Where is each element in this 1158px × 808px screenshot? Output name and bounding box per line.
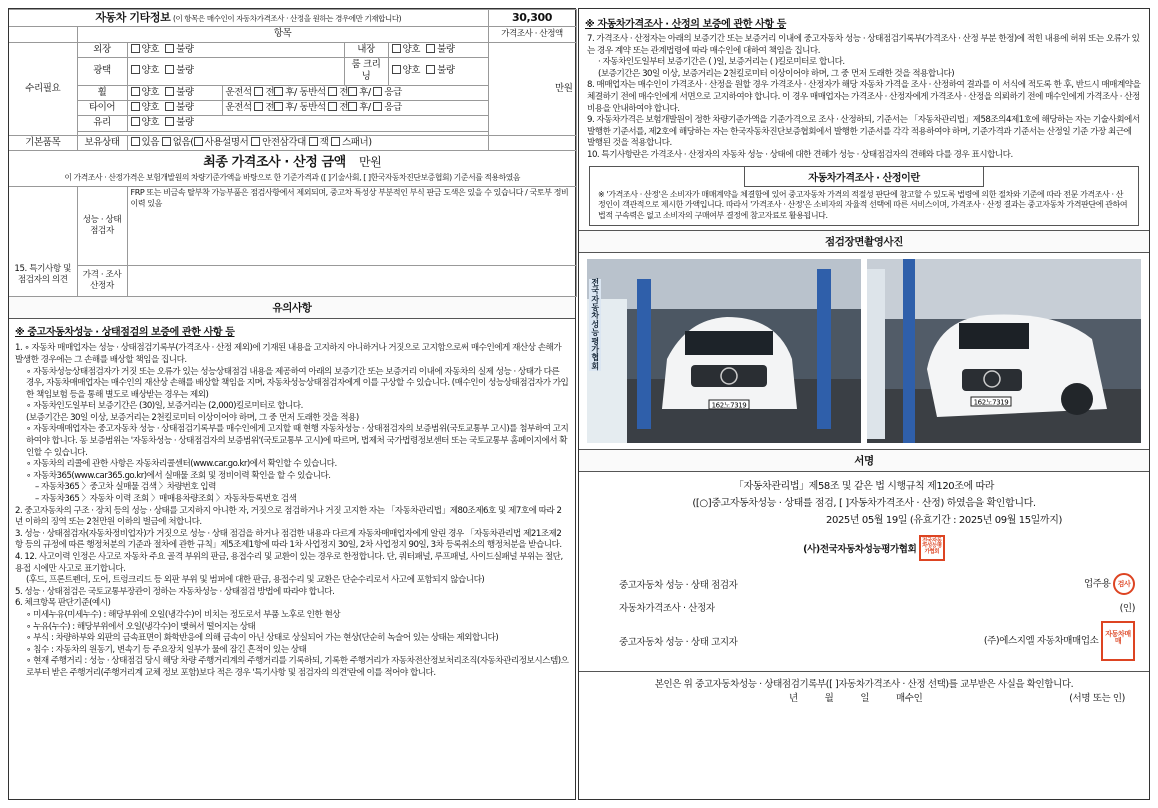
car-photo-svg [867,259,1141,443]
checkbox[interactable] [392,65,401,74]
wheel-positions: 운전석 전 후/ 동반석 전 후/ 응급 [222,85,576,100]
photo-gallery [579,253,1149,449]
signature-text [579,472,1149,529]
guarantee-body [579,32,1149,164]
notice-line: (보증기간은 30일 이상, 보증거리는 2천킬로미터 이상이어야 하며, 그 중 먼저 도래한 것을 적용) [26,412,359,423]
receipt-text: 본인은 위 중고자동차성능 · 상태점검기록부([ ]자동차가격조사 · 산정 선택)를 교부받은 사실을 확인합니다. [654,678,1074,690]
label-gloss: 광택 [77,58,127,86]
org-stamp: 전국자동차성능평가협회 [919,535,945,561]
label-glass: 유리 [77,116,127,131]
checkbox[interactable] [426,65,435,74]
signer-right: 업주용 검사 [1084,573,1135,595]
notice-line: ∘ 자동차365(www.car365.go.kr)에서 실매물 조회 및 정비이력 확인을 할 수 있습니다. [26,470,331,481]
notice-line: 3. 성능 · 상태점검자(자동차정비업자)가 거짓으로 성능 · 상태 점검을 하거나 점검한 내용과 다르게 자동차매매업자에게 알린 경우 「자동차관리법 제21조제2항 등의 규정에 따른 행정처분의 기준과 절차에 관한 규칙」제5조제1항에 따라 1차 사업정지 30일, 2차 사업정지 90일, 3차 등록취소의 행정처분을 받습니다. [15,528,562,551]
notice-line: ∘ 부식 : 차량하부와 외판의 금속표면이 화학반응에 의해 금속이 아닌 상태로 상실되어 가는 현상(단순히 녹슬어 있는 상태는 제외합니다) [26,633,499,644]
signer-label: 자동차가격조사 · 산정자 [619,602,715,614]
notice-line: – 자동차365 〉자동차 이력 조회 〉매매용차량조회 〉자동차등록번호 검색 [35,494,297,505]
special-row1: 성능 · 상태 점검자 [77,187,127,265]
repair-unit: 만원 [488,42,576,135]
notice-line: 6. 체크항목 판단기준(예시) [15,598,111,609]
special-group: 15. 특기사항 및 점검자의 의견 [9,187,77,297]
checkbox[interactable] [165,44,174,53]
signer-seal: 검사 [1113,573,1135,595]
notice-line: 1. ∘ 자동차 매매업자는 성능 · 상태점검기록부(가격조사 · 산정 제외)에 기재된 내용을 고지하지 아니하거나 거짓으로 고지함으로써 매수인에게 재산상 손해가 발생한 경우에는 그 손해를 배상할 책임을 집니다. [15,343,562,365]
glass-options: 양호 불량 [127,116,488,131]
receipt-sign-hint: (서명 또는 인) [1069,693,1125,705]
receipt-year: 년 [789,693,798,705]
checkbox[interactable] [131,65,140,74]
checkbox[interactable] [165,87,174,96]
notice-line: 5. 성능 · 상태점검은 국토교통부장관이 정하는 자동차성능 · 상태점검 방법에 따라야 합니다. [15,586,335,597]
signer-right: (인) [1119,602,1135,614]
notice-line: ∘ 자동차성능상태점검자가 거짓 또는 오류가 있는 성능상태점검 내용을 제공하여 아래의 보증기간 또는 보증거리 이내에 자동차의 실제 성능 · 상태가 다른 경우, 자동차매매업자는 매수인의 재산상 손해를 배상할 책임을 지며, 자동차성능상태점검자에게 이를 구상할 수 있습니다. (매수인이 성능상태점검자가 가입한 책임보험 등을 통해 별도로 배상받는 경우는 제외) [26,366,569,400]
definition-box [589,166,1139,226]
special-row2: 가격 · 조사 산정자 [77,265,127,297]
interior-options: 양호 불량 [388,42,488,57]
checkbox[interactable] [165,117,174,126]
notice-line: ∘ 침수 : 자동차의 원동기, 변속기 등 주요장치 일부가 물에 잠긴 흔적이 있는 상태 [26,644,307,655]
receipt-buyer: 매수인 [896,693,923,705]
signer-row [579,597,1149,617]
notice-body [9,340,575,682]
notice-line: ∘ 현재 주행거리 : 성능 · 상태점검 당시 해당 차량 주행거리계의 주행거리를 기록하되, 기록한 주행거리가 자동차전산정보처리조직(자동차관리정보시스템)으로부터 받은 주행거리(주행거리계 교체 정보 포함)보다 적은 경우 '특기사항 및 점검자의 의견'란에 이를 적어야 합니다. [26,656,569,678]
guarantee-item: 8. 매매업자는 매수인이 가격조사 · 산정을 원할 경우 가격조사 · 산정자가 해당 자동차 가격을 조사 · 산정하여 결과를 이 서식에 적도록 한 후, 반드시 매매계약을 체결하기 전에 매수인에게 서면으로 고지하여야 합니다. 이 경우 매매업자는 가격조사 · 산정자에게 가격조사 · 산정을 의뢰하기 전에 매수인에게 가격조사 · 산정 비용을 안내하여야 합니다. [587,80,1141,114]
checkbox[interactable] [251,137,260,146]
checkbox[interactable] [392,44,401,53]
signer-right: (주)에스지엘 자동차매매업소 자동차매매 [984,621,1135,661]
signature-org: (사)전국자동차성능평가협회 [803,543,917,555]
receipt-day: 일 [860,693,870,705]
signature-org-row [579,535,1149,561]
notice-line: ∘ 자동차매매업자는 중고자동차 성능 · 상태점검기록부를 매수인에게 고지할 때 현행 자동차성능 · 상태점검자의 보증범위(국토교통부 고시)를 첨부하여 고지하여야 합니다. 동 보증범위는 '자동차성능 · 상태점검자의 보증범위'(국토교통부 고시)에 따르며, 법제처 국가법령정보센터 또는 국토교통부 홈페이지에서 확인할 수 있습니다. [26,424,569,458]
checkbox[interactable] [194,137,203,146]
group-basic: 기본품목 [9,135,77,150]
signature-law: 「자동차관리법」제58조 및 같은 법 시행규칙 제120조에 따라 [733,480,995,492]
definition-text: ※ '가격조사 · 산정'은 소비자가 매매계약을 체결함에 있어 중고자동차 가격의 적절성 판단에 참고할 수 있도록 법령에 의한 절차와 기준에 따라 전문 가격조사 · 산정인이 객관적으로 제시한 가액입니다. 따라서 '가격조사 · 산정'은 소비자의 자율적 선택에 따른 서비스이며, 가격조사 · 산정 결과는 중고자동차 가격판단에 관하여 법적 구속력은 없고 소비자의 구매여부 결정에 참고자료로 활용됩니다. [598,189,1128,221]
signature-confirm: ([○]중고자동차성능 · 상태를 점검, [ ]자동차가격조사 · 산정) 하였음을 확인합니다. [692,497,1036,509]
tire-positions: 운전석 전 후/ 동반석 전 후/ 응급 [222,101,576,116]
signer-row [579,617,1149,665]
guarantee-item: (보증기간은 30일 이상, 보증거리는 2천킬로미터 이상이어야 하며, 그 중 먼저 도래한 것을 적용합니다) [598,68,955,79]
checkbox[interactable] [131,137,140,146]
checkbox[interactable] [131,117,140,126]
receipt-sign-row [579,692,1149,706]
basic-price: 30,300 [488,10,576,27]
basic-info-table [9,9,577,297]
receipt-section [579,671,1149,707]
guarantee-item: 7. 가격조사 · 산정자는 아래의 보증기간 또는 보증거리 이내에 중고자동차 성능 · 상태점검기록부(가격조사 · 산정 부분 한정)에 적힌 내용에 허위 또는 오류가 있는 경우 계약 또는 관계법령에 따라 매수인에 대하여 책임을 집니다. [587,34,1140,56]
signature-date: 2025년 05월 19일 (유효기간 : 2025년 09월 15일까지) [826,514,1062,526]
label-tire: 타이어 [77,101,127,116]
guarantee-item: · 자동차인도일부터 보증기간은 ( )일, 보증거리는 ( )킬로미터로 합니다. [598,57,845,68]
col-item: 항목 [77,27,488,42]
guarantee-item: 10. 특기사항란은 가격조사 · 산정자의 자동차 성능 · 상태에 대한 견해가 성능 · 상태점검자의 견해와 다를 경우 표시합니다. [587,149,1013,160]
final-note: 이 가격조사 · 산정가격은 보험개발원의 차량기준가액을 바탕으로 한 기준가격과 ([ ]기술사회, [ ]한국자동차진단보증협회) 기준서를 적용하였음 [64,172,521,182]
notice-line: ∘ 자동차의 리콜에 관한 사항은 자동차리콜센터(www.car.go.kr)에서 확인할 수 있습니다. [26,459,337,470]
checkbox[interactable] [426,44,435,53]
right-column [578,8,1150,800]
checkbox[interactable] [131,44,140,53]
gloss-options: 양호 불량 [127,58,344,86]
label-exterior: 외장 [77,42,127,57]
checkbox[interactable] [254,102,263,111]
checkbox[interactable] [254,87,263,96]
notice-line: (후드, 프론트펜더, 도어, 트렁크리드 등 외판 부위 및 범퍼에 대한 판금, 용접수리 및 교환은 단순수리로서 사고에 포함되지 않습니다) [26,575,485,586]
guarantee-title: ※ 자동차가격조사 · 산정의 보증에 관한 사항 등 [585,19,786,30]
checkbox[interactable] [274,87,283,96]
label-owned: 보유상태 [77,135,127,150]
checkbox[interactable] [131,102,140,111]
label-wheel: 휠 [77,85,127,100]
final-unit: 만원 [358,155,382,170]
checkbox[interactable] [165,102,174,111]
checkbox[interactable] [348,102,357,111]
checkbox[interactable] [373,102,382,111]
dealer-stamp: 자동차매매 [1101,621,1135,661]
signer-label: 중고자동차 성능 · 상태 고지자 [619,636,738,648]
wheel-options: 양호 불량 [127,85,222,100]
basic-title: 자동차 기타정보 [95,11,171,24]
guarantee-item: 9. 자동차가격은 보험개발원이 정한 차량기준가액을 기준가격으로 조사 · 산정하되, 기준서는 「자동차관리법」제58조의4제1호에 해당하는 자는 기술사회에서 발행한 기준서를, 제2호에 해당하는 자는 한국자동차진단보증협회에서 발행한 기준서를 각각 적용하여야 하며, 기준가격과 기준서는 산정일 기준 가장 최근에 발행된 것을 적용합니다. [587,115,1140,149]
signer-row [579,571,1149,597]
exterior-options: 양호 불량 [127,42,344,57]
checkbox[interactable] [328,102,337,111]
label-room: 룸 크리닝 [344,58,388,86]
notice-line: ∘ 미세누유(미세누수) : 해당부위에 오일(냉각수)이 비치는 정도로서 부품 노후로 인한 현상 [26,609,341,620]
owned-options: 있음 없음( 사용설명서 안전삼각대 잭 스패너) [127,135,488,150]
plate-text-side: 162노7319 [973,398,1009,407]
notice-section-title: ※ 중고자동차성능 · 상태점검의 보증에 관한 사항 등 [15,327,235,339]
room-options: 양호 불량 [388,58,488,86]
tire-options: 양호 불량 [127,101,222,116]
notice-header: 유의사항 [9,297,575,319]
checkbox[interactable] [131,87,140,96]
definition-title: 자동차가격조사 · 산정이란 [744,167,984,187]
banner-text: 전국자동차성능평가협회 [589,279,601,371]
checkbox[interactable] [348,87,357,96]
notice-line: 4. 12. 사고이력 인정은 사고로 자동차 주요 골격 부위의 판금, 용접수리 및 교환이 있는 경우로 한정합니다. 단, 쿼터패널, 루프패널, 사이드실패널 부위는 절단, 용접 시에만 사고로 표기합니다. [15,552,563,574]
left-column [8,8,576,800]
inspection-photo-side [867,259,1141,443]
photos-header: 점검장면촬영사진 [579,230,1149,253]
plate-text-front: 162노7319 [711,401,747,410]
car-photo-svg [587,259,861,443]
checkbox[interactable] [328,87,337,96]
checkbox[interactable] [309,137,318,146]
notice-line: 2. 중고자동차의 구조 · 장치 등의 성능 · 상태를 고지하지 아니한 자, 거짓으로 점검하거나 거짓 고지한 자는 「자동차관리법」제80조제6호 및 제7호에 따라 2년 이하의 징역 또는 2천만원 이하의 벌금에 처합니다. [15,505,562,528]
checkbox[interactable] [331,137,340,146]
signature-header: 서명 [579,449,1149,472]
checkbox[interactable] [373,87,382,96]
notice-line: ∘ 자동차인도일부터 보증기간은 (30)일, 보증거리는 (2,000)킬로미터로 합니다. [26,401,303,412]
col-price: 가격조사 · 산정액 [488,27,576,42]
label-interior: 내장 [344,42,388,57]
checkbox[interactable] [162,137,171,146]
checkbox[interactable] [274,102,283,111]
inspection-photo-front [587,259,861,443]
basic-note: (이 항목은 매수인이 자동차가격조사 · 산정을 원하는 경우에만 기재합니다) [172,14,402,23]
special-row1-text: FRP 또는 비금속 탈부착 가능부품은 점검사항에서 제외되며, 중고차 특성상 부분적인 부식 판금 도색은 있을 수 있습니다 / 국토부 정비 이력 있음 [127,187,576,265]
notice-line: – 자동차365 〉중고차 실매물 검색 〉차량번호 입력 [35,482,216,493]
group-repair: 수리필요 [9,42,77,135]
receipt-month: 월 [824,693,834,705]
signer-label: 중고자동차 성능 · 상태 점검자 [619,579,738,591]
notice-line: ∘ 누유(누수) : 해당부위에서 오일(냉각수)이 맺혀서 떨어지는 상태 [26,621,256,632]
checkbox[interactable] [165,65,174,74]
final-title: 최종 가격조사 · 산정 금액 [203,155,346,171]
